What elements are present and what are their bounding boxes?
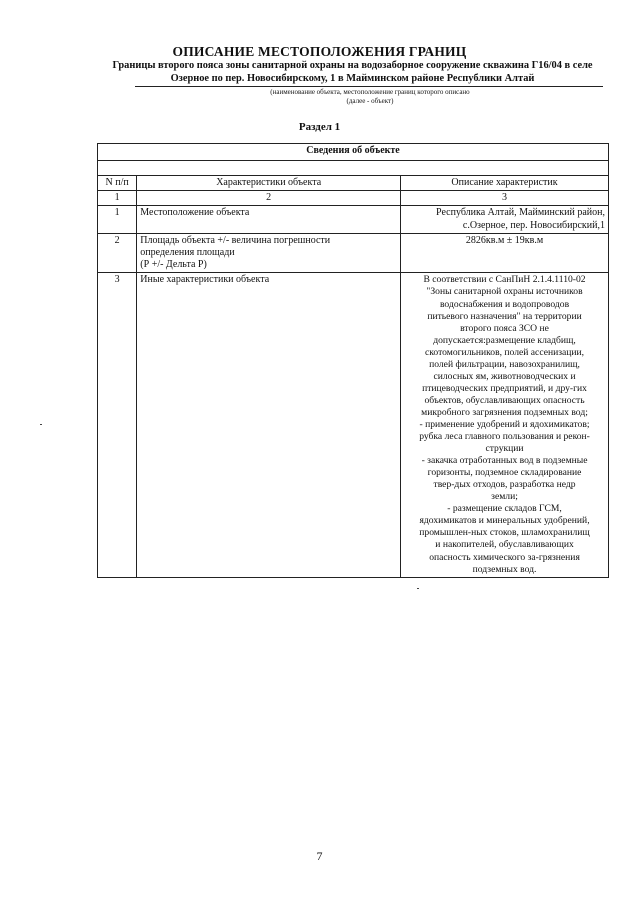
description-line: горизонты, подземное складирование xyxy=(427,467,582,479)
row-description xyxy=(401,273,609,577)
description-line: - размещение складов ГСМ, xyxy=(447,503,562,515)
description-line: твер-дых отходов, разработка недр xyxy=(433,479,576,491)
table-row xyxy=(98,273,609,577)
table-row xyxy=(98,233,609,273)
description-line: объектов, обуславливающих опасность xyxy=(424,394,585,406)
description-line: и накопителей, обуславливающих xyxy=(435,539,574,551)
subtitle-line-1: Границы второго пояса зоны санитарной охраны на водозаборное сооружение скважина Г16/04 в селе xyxy=(112,60,593,71)
description-line: земли; xyxy=(491,491,518,503)
description-line: второго пояса ЗСО не xyxy=(460,322,549,334)
object-caption: (наименование объекта, местоположение границ которого описано xyxy=(270,88,470,96)
row-description xyxy=(401,206,609,233)
row-characteristic: Иные характеристики объекта xyxy=(137,273,401,577)
description-line: полей фильтрации, навозохранилищ, xyxy=(429,358,580,370)
column-header-characteristic: Характеристики объекта xyxy=(137,176,401,191)
scan-speck xyxy=(40,424,42,425)
row-characteristic: Местоположение объекта xyxy=(137,206,401,233)
table-heading: Сведения об объекте xyxy=(98,144,609,161)
characteristic-line: (Р +/- Дельта Р) xyxy=(140,259,207,271)
page-number: 7 xyxy=(316,849,323,863)
scan-speck xyxy=(417,588,419,589)
row-number: 3 xyxy=(98,273,137,577)
description-line: рубка леса главного пользования и рекон- xyxy=(419,431,590,443)
characteristic-line: Площадь объекта +/- величина погрешности xyxy=(140,234,331,246)
column-number-1: 1 xyxy=(98,191,137,206)
description-line: с.Озерное, пер. Новосибирский,1 xyxy=(462,219,605,231)
row-number: 1 xyxy=(98,206,137,233)
description-line: питьевого назначения" на территории xyxy=(427,310,582,322)
document-subtitle xyxy=(95,59,610,85)
document-title: ОПИСАНИЕ МЕСТОПОЛОЖЕНИЯ ГРАНИЦ xyxy=(172,44,467,59)
description-line: Республика Алтай, Майминский район, xyxy=(436,207,605,219)
characteristic-line: определения площади xyxy=(140,247,235,259)
description-line: - закачка отработанных вод в подземные xyxy=(421,455,588,467)
object-info-table xyxy=(97,143,609,578)
description-line: опасность химического за-грязнения xyxy=(429,551,580,563)
description-line: струкции xyxy=(485,443,524,455)
description-line: силосных ям, животноводческих и xyxy=(433,370,576,382)
description-line: птицеводческих предприятий, и дру-гих xyxy=(422,382,587,394)
description-line: - применение удобрений и ядохимикатов; xyxy=(419,418,590,430)
description-line: микробного загрязнения подземных вод; xyxy=(421,406,588,418)
table-row xyxy=(98,206,609,233)
column-header-number: N п/п xyxy=(98,176,137,191)
description-line: водоснабжения и водопроводов xyxy=(439,298,570,310)
column-number-3: 3 xyxy=(401,191,609,206)
column-header-description: Описание характеристик xyxy=(401,176,609,191)
description-line: допускается:размещение кладбищ, xyxy=(433,334,576,346)
title-underline xyxy=(135,86,603,87)
table-blank-row xyxy=(98,161,609,176)
column-number-row xyxy=(98,191,609,206)
description-line: промышлен-ных стоков, шламохранилищ xyxy=(419,527,590,539)
description-line: подземных вод. xyxy=(472,563,537,575)
description-line: "Зоны санитарной охраны источников xyxy=(426,286,583,298)
row-number: 2 xyxy=(98,233,137,273)
description-line: В соответствии с СанПиН 2.1.4.1110-02 xyxy=(423,274,586,286)
description-line: ядохимикатов и минеральных удобрений, xyxy=(419,515,590,527)
description-line: скотомогильников, полей ассенизации, xyxy=(424,346,585,358)
column-header-row xyxy=(98,176,609,191)
column-number-2: 2 xyxy=(137,191,401,206)
row-characteristic xyxy=(137,233,401,273)
row-description: 2826кв.м ± 19кв.м xyxy=(401,233,609,273)
section-title: Раздел 1 xyxy=(298,121,341,133)
table-heading-row xyxy=(98,144,609,161)
object-caption-note: (далее - объект) xyxy=(346,97,394,105)
subtitle-line-2: Озерное по пер. Новосибирскому, 1 в Майминском районе Республики Алтай xyxy=(170,73,535,84)
